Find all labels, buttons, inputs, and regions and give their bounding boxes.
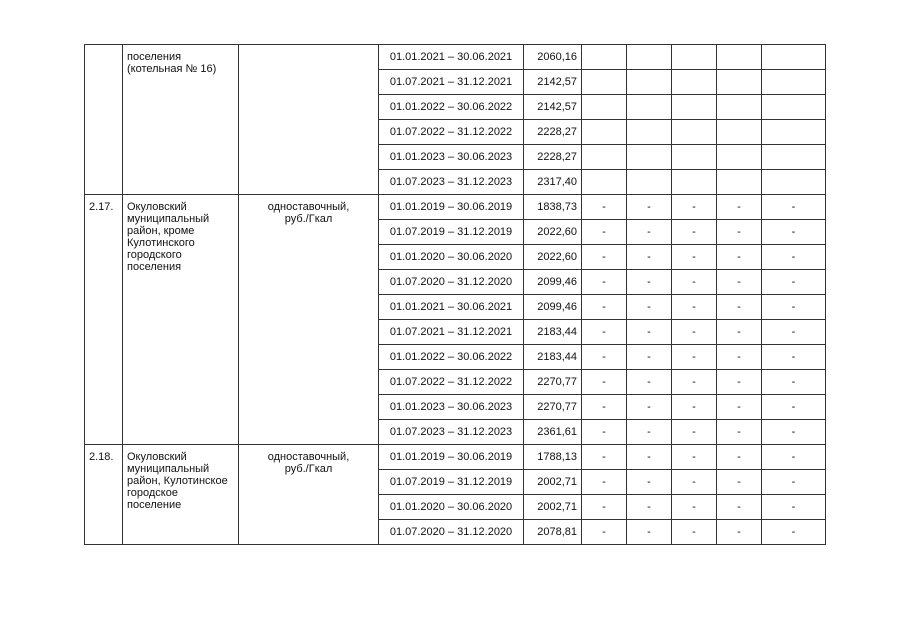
- period-cell: 01.07.2022 – 31.12.2022: [379, 120, 524, 145]
- period-cell: 01.01.2019 – 30.06.2019: [379, 445, 524, 470]
- extra-cell: -: [717, 470, 762, 495]
- extra-cell: -: [762, 495, 826, 520]
- extra-cell: [762, 45, 826, 70]
- extra-cell: -: [672, 345, 717, 370]
- extra-cell: -: [582, 445, 627, 470]
- extra-cell: -: [762, 520, 826, 545]
- extra-cell: -: [627, 445, 672, 470]
- rate-type: одноставочный, руб./Гкал: [239, 195, 379, 445]
- tariff-value-cell: 2142,57: [524, 95, 582, 120]
- extra-cell: -: [582, 270, 627, 295]
- period-cell: 01.07.2021 – 31.12.2021: [379, 320, 524, 345]
- tariff-value-cell: 2060,16: [524, 45, 582, 70]
- period-cell: 01.01.2021 – 30.06.2021: [379, 295, 524, 320]
- extra-cell: [717, 170, 762, 195]
- extra-cell: [582, 170, 627, 195]
- extra-cell: -: [627, 520, 672, 545]
- extra-cell: -: [582, 195, 627, 220]
- tariff-value-cell: 2078,81: [524, 520, 582, 545]
- extra-cell: -: [672, 445, 717, 470]
- extra-cell: -: [672, 320, 717, 345]
- extra-cell: -: [762, 345, 826, 370]
- extra-cell: [717, 120, 762, 145]
- extra-cell: [582, 70, 627, 95]
- extra-cell: [627, 120, 672, 145]
- extra-cell: -: [582, 370, 627, 395]
- extra-cell: -: [582, 420, 627, 445]
- rate-type: [239, 45, 379, 195]
- extra-cell: [627, 170, 672, 195]
- extra-cell: [672, 45, 717, 70]
- extra-cell: -: [717, 195, 762, 220]
- extra-cell: -: [672, 470, 717, 495]
- extra-cell: -: [672, 495, 717, 520]
- territory-name: Окуловский муниципальный район, Кулотинское городское поселение: [123, 445, 239, 545]
- extra-cell: -: [582, 245, 627, 270]
- extra-cell: -: [762, 295, 826, 320]
- tariff-value-cell: 2270,77: [524, 395, 582, 420]
- extra-cell: -: [672, 520, 717, 545]
- extra-cell: -: [582, 495, 627, 520]
- extra-cell: -: [582, 220, 627, 245]
- period-cell: 01.07.2023 – 31.12.2023: [379, 170, 524, 195]
- extra-cell: -: [762, 395, 826, 420]
- tariff-value-cell: 2022,60: [524, 220, 582, 245]
- period-cell: 01.07.2019 – 31.12.2019: [379, 220, 524, 245]
- period-cell: 01.01.2023 – 30.06.2023: [379, 395, 524, 420]
- period-cell: 01.07.2020 – 31.12.2020: [379, 270, 524, 295]
- extra-cell: -: [717, 270, 762, 295]
- period-cell: 01.01.2021 – 30.06.2021: [379, 45, 524, 70]
- extra-cell: [672, 145, 717, 170]
- extra-cell: -: [762, 370, 826, 395]
- extra-cell: [582, 120, 627, 145]
- extra-cell: -: [672, 245, 717, 270]
- extra-cell: [717, 145, 762, 170]
- table-row: [85, 45, 826, 70]
- extra-cell: -: [672, 420, 717, 445]
- extra-cell: -: [762, 320, 826, 345]
- extra-cell: -: [582, 320, 627, 345]
- extra-cell: -: [717, 220, 762, 245]
- extra-cell: -: [627, 245, 672, 270]
- extra-cell: -: [582, 520, 627, 545]
- extra-cell: -: [627, 220, 672, 245]
- extra-cell: -: [627, 195, 672, 220]
- extra-cell: -: [672, 295, 717, 320]
- tariff-value-cell: 2183,44: [524, 345, 582, 370]
- extra-cell: [627, 145, 672, 170]
- tariff-table: [84, 44, 826, 545]
- extra-cell: -: [582, 395, 627, 420]
- extra-cell: [627, 70, 672, 95]
- extra-cell: -: [627, 295, 672, 320]
- extra-cell: -: [627, 345, 672, 370]
- tariff-value-cell: 2361,61: [524, 420, 582, 445]
- table-row: [85, 445, 826, 470]
- extra-cell: [582, 45, 627, 70]
- tariff-value-cell: 2142,57: [524, 70, 582, 95]
- extra-cell: -: [672, 195, 717, 220]
- extra-cell: -: [762, 245, 826, 270]
- item-number: 2.17.: [85, 195, 123, 445]
- period-cell: 01.07.2021 – 31.12.2021: [379, 70, 524, 95]
- extra-cell: -: [717, 370, 762, 395]
- extra-cell: [762, 120, 826, 145]
- extra-cell: -: [717, 445, 762, 470]
- extra-cell: -: [627, 370, 672, 395]
- tariff-value-cell: 2183,44: [524, 320, 582, 345]
- period-cell: 01.01.2022 – 30.06.2022: [379, 345, 524, 370]
- extra-cell: -: [627, 420, 672, 445]
- tariff-value-cell: 2099,46: [524, 295, 582, 320]
- period-cell: 01.01.2020 – 30.06.2020: [379, 245, 524, 270]
- extra-cell: [762, 145, 826, 170]
- extra-cell: -: [582, 345, 627, 370]
- tariff-value-cell: 2317,40: [524, 170, 582, 195]
- extra-cell: -: [762, 220, 826, 245]
- extra-cell: [762, 170, 826, 195]
- extra-cell: -: [762, 195, 826, 220]
- extra-cell: [762, 95, 826, 120]
- extra-cell: [627, 95, 672, 120]
- extra-cell: -: [762, 445, 826, 470]
- extra-cell: -: [762, 270, 826, 295]
- extra-cell: -: [627, 470, 672, 495]
- extra-cell: -: [717, 520, 762, 545]
- extra-cell: -: [627, 395, 672, 420]
- extra-cell: -: [717, 245, 762, 270]
- extra-cell: -: [672, 370, 717, 395]
- tariff-value-cell: 2022,60: [524, 245, 582, 270]
- item-number: [85, 45, 123, 195]
- extra-cell: -: [582, 470, 627, 495]
- extra-cell: [582, 145, 627, 170]
- extra-cell: -: [627, 320, 672, 345]
- period-cell: 01.07.2019 – 31.12.2019: [379, 470, 524, 495]
- tariff-value-cell: 2228,27: [524, 145, 582, 170]
- period-cell: 01.01.2019 – 30.06.2019: [379, 195, 524, 220]
- territory-name: Окуловский муниципальный район, кроме Кулотинского городского поселения: [123, 195, 239, 445]
- tariff-value-cell: 2099,46: [524, 270, 582, 295]
- extra-cell: -: [627, 270, 672, 295]
- extra-cell: -: [672, 220, 717, 245]
- extra-cell: -: [762, 420, 826, 445]
- extra-cell: -: [717, 495, 762, 520]
- tariff-value-cell: 2002,71: [524, 495, 582, 520]
- extra-cell: -: [672, 270, 717, 295]
- tariff-value-cell: 1838,73: [524, 195, 582, 220]
- tariff-value-cell: 2270,77: [524, 370, 582, 395]
- period-cell: 01.07.2020 – 31.12.2020: [379, 520, 524, 545]
- table-row: [85, 195, 826, 220]
- tariff-value-cell: 1788,13: [524, 445, 582, 470]
- extra-cell: [582, 95, 627, 120]
- tariff-value-cell: 2002,71: [524, 470, 582, 495]
- extra-cell: [672, 120, 717, 145]
- extra-cell: [672, 170, 717, 195]
- extra-cell: [717, 70, 762, 95]
- extra-cell: [627, 45, 672, 70]
- period-cell: 01.01.2023 – 30.06.2023: [379, 145, 524, 170]
- tariff-value-cell: 2228,27: [524, 120, 582, 145]
- period-cell: 01.07.2022 – 31.12.2022: [379, 370, 524, 395]
- item-number: 2.18.: [85, 445, 123, 545]
- period-cell: 01.07.2023 – 31.12.2023: [379, 420, 524, 445]
- territory-name: поселения (котельная № 16): [123, 45, 239, 195]
- extra-cell: [717, 95, 762, 120]
- period-cell: 01.01.2020 – 30.06.2020: [379, 495, 524, 520]
- extra-cell: -: [717, 420, 762, 445]
- extra-cell: -: [762, 470, 826, 495]
- extra-cell: -: [627, 495, 672, 520]
- extra-cell: [672, 95, 717, 120]
- tariff-table-body: [85, 45, 826, 545]
- extra-cell: -: [672, 395, 717, 420]
- extra-cell: -: [717, 345, 762, 370]
- extra-cell: [672, 70, 717, 95]
- period-cell: 01.01.2022 – 30.06.2022: [379, 95, 524, 120]
- extra-cell: [717, 45, 762, 70]
- extra-cell: -: [717, 320, 762, 345]
- extra-cell: [762, 70, 826, 95]
- extra-cell: -: [582, 295, 627, 320]
- rate-type: одноставочный, руб./Гкал: [239, 445, 379, 545]
- extra-cell: -: [717, 395, 762, 420]
- extra-cell: -: [717, 295, 762, 320]
